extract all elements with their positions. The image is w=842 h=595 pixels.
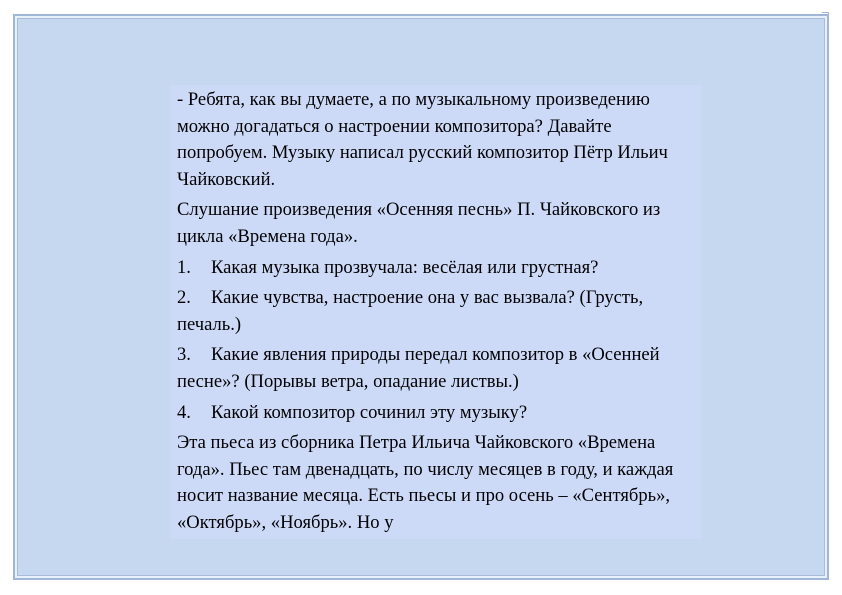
question-item: [177, 285, 701, 338]
slide-text-box: [171, 85, 701, 539]
question-text: Какие чувства, настроение она у вас вызвала? (Грусть, печаль.): [177, 287, 644, 335]
question-text: Какая музыка прозвучала: весёлая или грустная?: [211, 256, 599, 278]
question-item: [177, 342, 701, 395]
question-item: [177, 400, 701, 427]
question-number: 1.: [177, 256, 191, 278]
corner-decoration: [822, 12, 829, 19]
question-number: 2.: [177, 287, 191, 309]
closing-paragraph: Эта пьеса из сборника Петра Ильича Чайковского «Времена года». Пьес там двенадцать, по числу месяцев в году, и каждая носит название месяца. Есть пьесы и про осень – «Сентябрь», «Октябрь», «Ноябрь». Но у: [177, 432, 674, 533]
question-item: [177, 255, 701, 282]
question-number: 4.: [177, 401, 191, 423]
question-text: Какие явления природы передал композитор в «Осенней песне»? (Порывы ветра, опадание листвы.): [177, 344, 660, 392]
question-text: Какой композитор сочинил эту музыку?: [211, 401, 528, 423]
intro-paragraph: - Ребята, как вы думаете, а по музыкальному произведению можно догадаться о настроении композитора? Давайте попробуем. Музыку написал русский композитор Пётр Ильич Чайковский.: [177, 89, 668, 190]
question-number: 3.: [177, 344, 191, 366]
listening-paragraph: Слушание произведения «Осенняя песнь» П. Чайковского из цикла «Времена года».: [177, 199, 661, 247]
